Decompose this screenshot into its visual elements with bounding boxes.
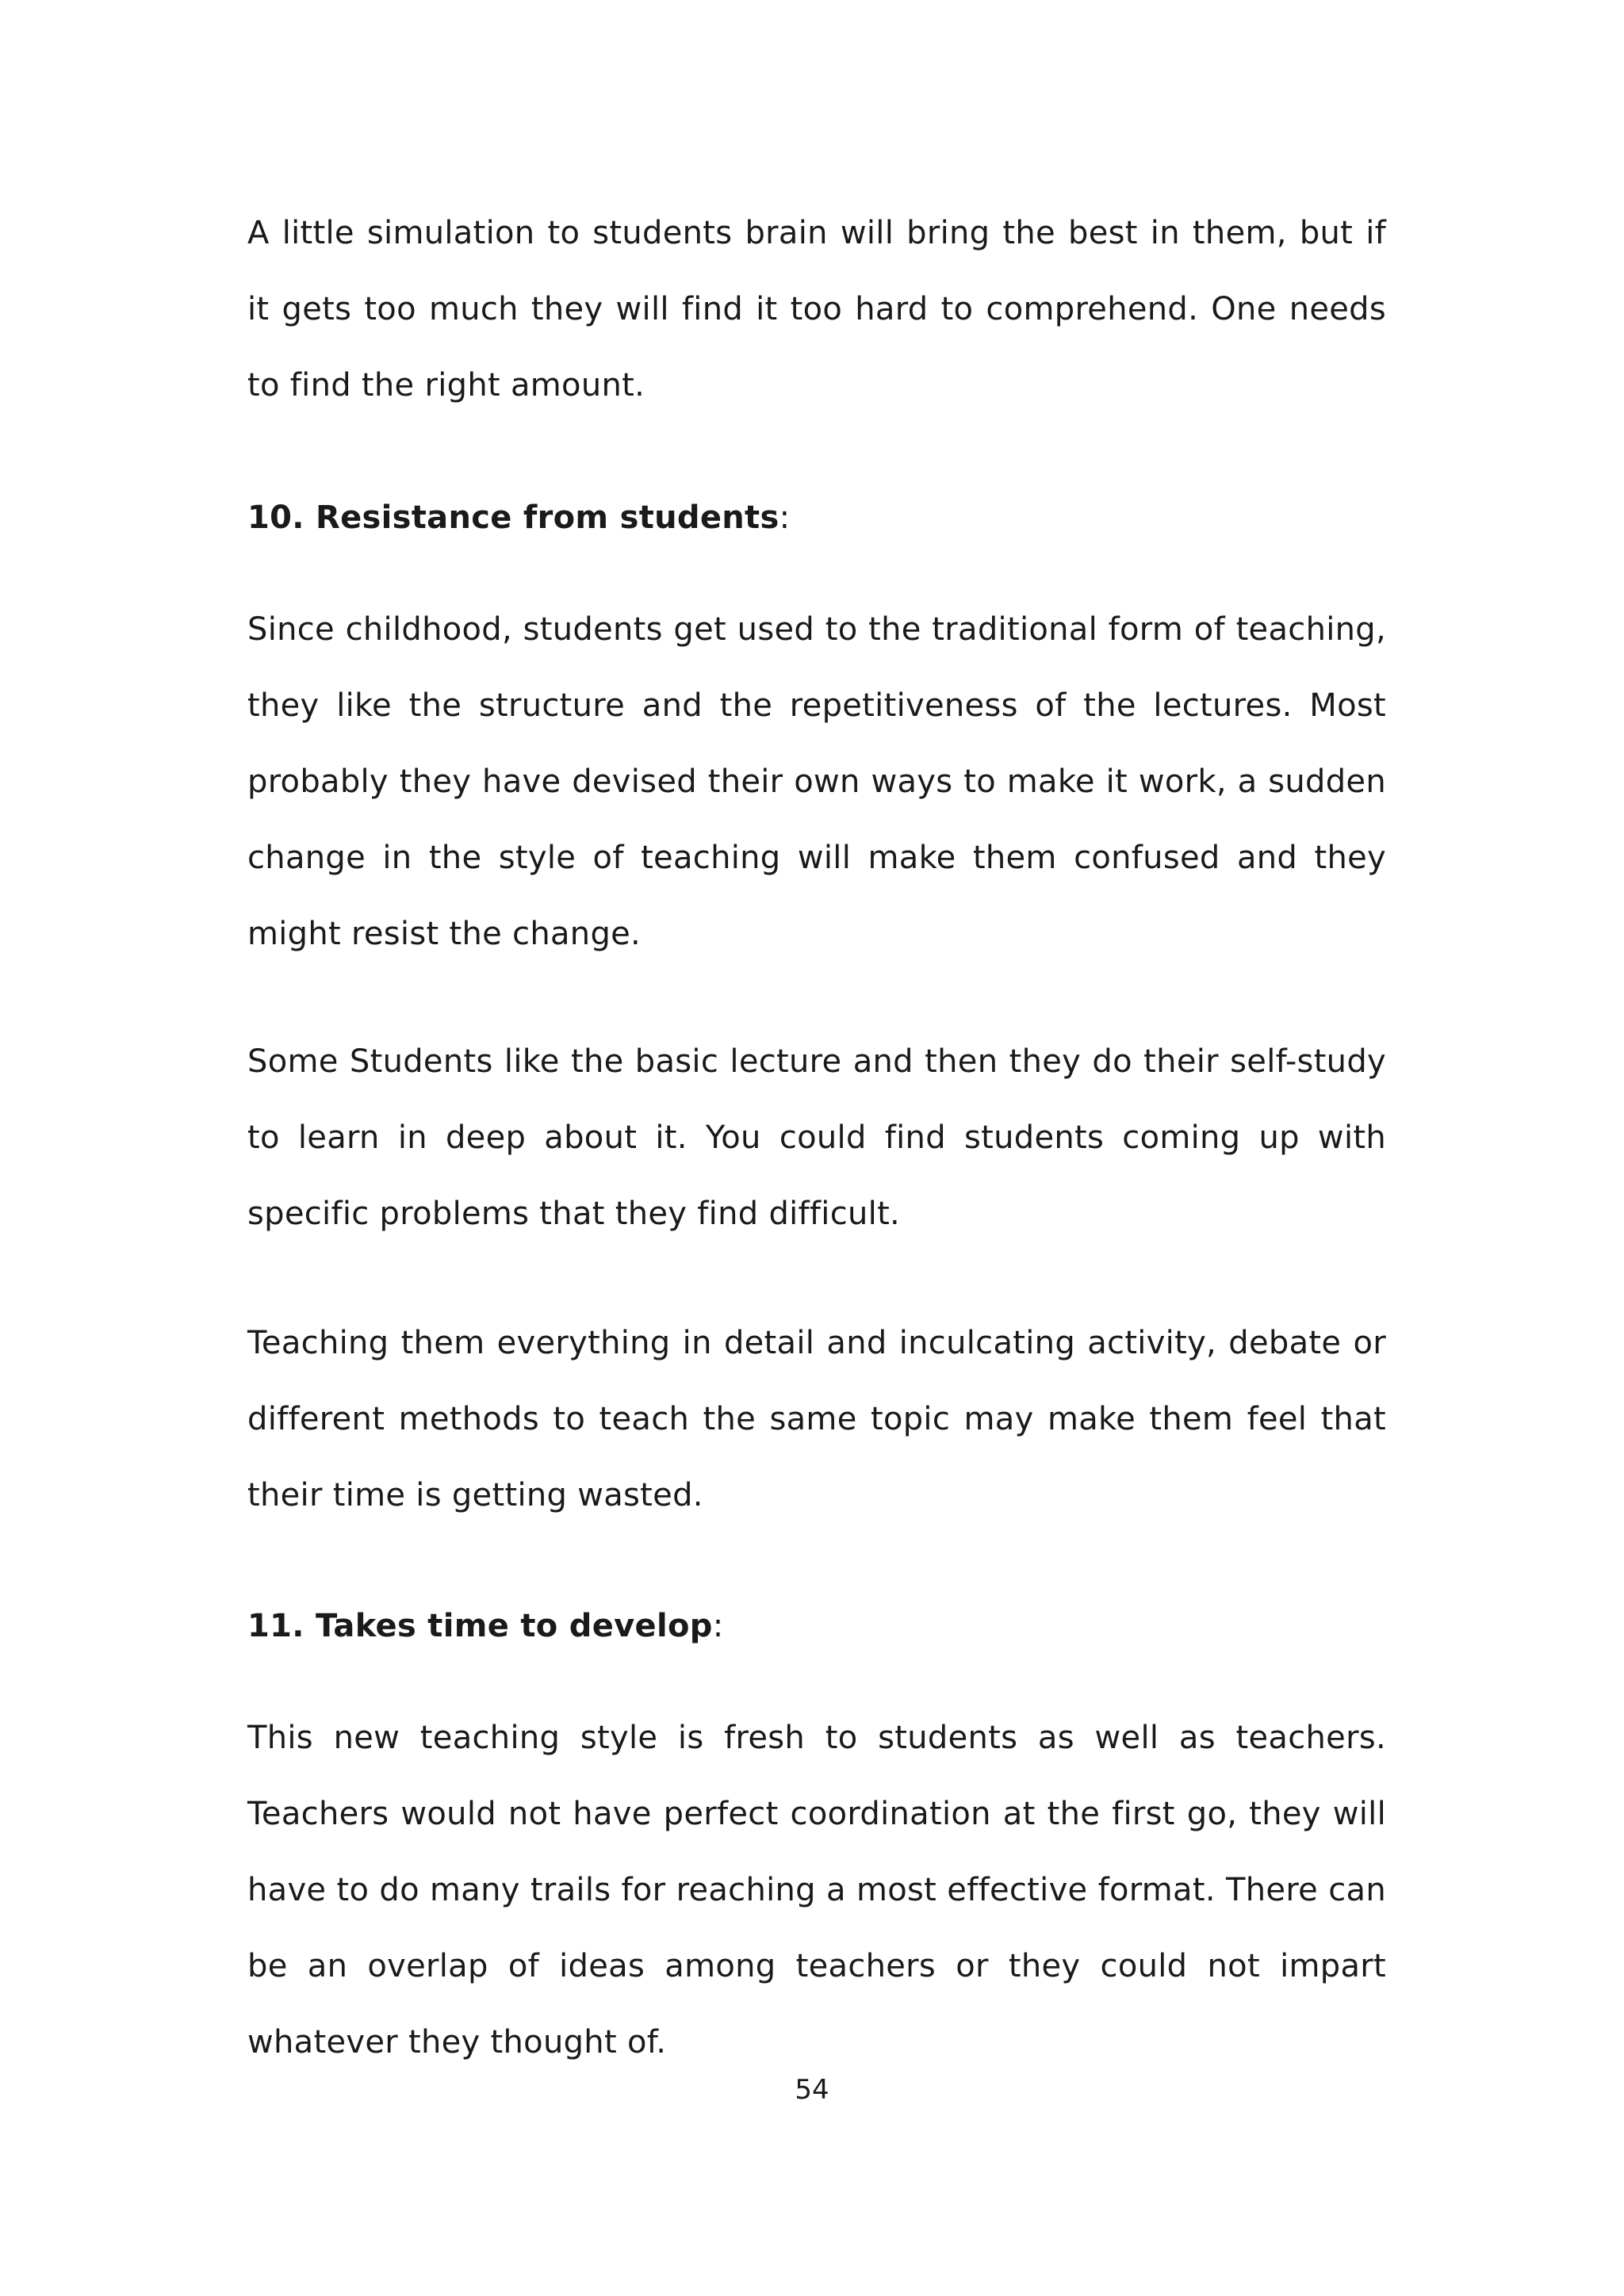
- paragraph-time-wasted: Teaching them everything in detail and inculcating activity, debate or different methods to teach the same topic may make them feel that their time is getting wasted.: [247, 1325, 1386, 1513]
- section-heading-label: 11. Takes time to develop: [247, 1608, 713, 1644]
- page-number: 54: [795, 2074, 829, 2106]
- heading-colon: :: [779, 499, 791, 536]
- section-heading-develop: [247, 1588, 1386, 1664]
- paragraph-new-style: This new teaching style is fresh to students as well as teachers. Teachers would not have perfect coordination at the first go, they will have to do many trails for reaching a most effective format. There can be an overlap of ideas among teachers or they could not impart whatever they thought of.: [247, 1720, 1386, 2061]
- section-heading-label: 10. Resistance from students: [247, 499, 779, 536]
- paragraph-stimulation: A little simulation to students brain will bring the best in them, but if it gets too much they will find it too hard to comprehend. One needs to find the right amount.: [247, 215, 1386, 404]
- section-heading-resistance: [247, 480, 1386, 556]
- heading-colon: :: [712, 1608, 724, 1644]
- paragraph-childhood: Since childhood, students get used to the traditional form of teaching, they like the structure and the repetitiveness of the lectures. Most probably they have devised their own ways to make it work, a sudden change in the style of teaching will make them confused and they might resist the change.: [247, 611, 1386, 952]
- paragraph-self-study: Some Students like the basic lecture and then they do their self-study to learn in deep about it. You could find students coming up with specific problems that they find difficult.: [247, 1043, 1386, 1232]
